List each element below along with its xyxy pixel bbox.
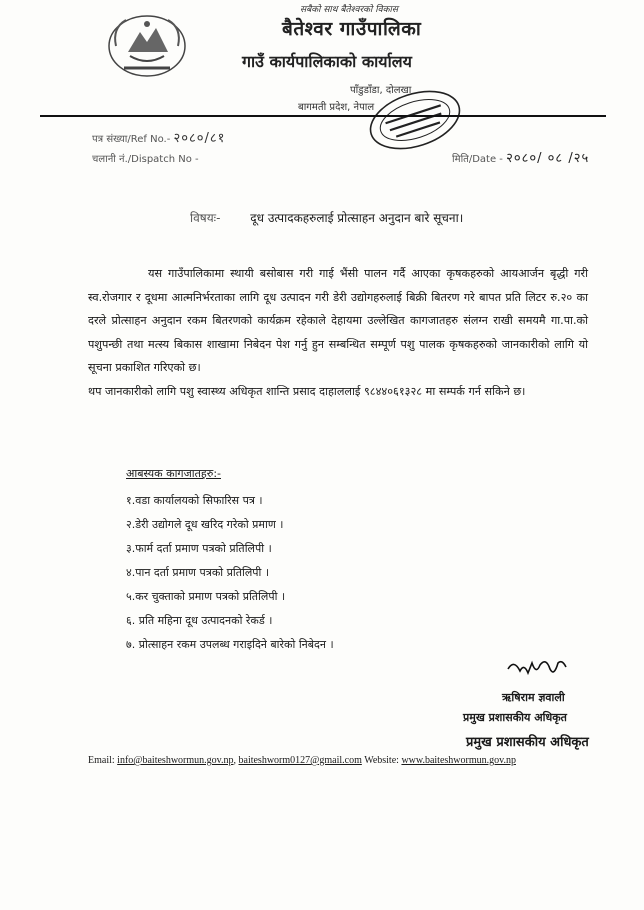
nepal-emblem-icon bbox=[106, 10, 188, 78]
list-item: १.वडा कार्यालयको सिफारिस पत्र । bbox=[126, 494, 263, 507]
website-label: Website: bbox=[364, 755, 399, 766]
email-link-1[interactable]: info@baiteshwormun.gov.np bbox=[117, 755, 234, 766]
subject-line bbox=[190, 209, 463, 226]
motto: सबैको साथ बैतेश्वरको विकास bbox=[300, 5, 398, 15]
date-label: मिति/Date - bbox=[452, 154, 503, 165]
office-name: बैतेश्वर गाउँपालिका bbox=[282, 18, 422, 40]
required-documents bbox=[126, 466, 334, 657]
address-line-2: बागमती प्रदेश, नेपाल bbox=[298, 102, 375, 113]
email-separator: , bbox=[233, 755, 236, 766]
email-label: Email: bbox=[88, 755, 115, 766]
ref-value: २०८०/८१ bbox=[173, 131, 226, 146]
handwritten-signature-icon bbox=[506, 655, 568, 681]
date-value: २०८०/ ०८ /२५ bbox=[506, 151, 590, 166]
list-item: ३.फार्म दर्ता प्रमाण पत्रको प्रतिलिपी । bbox=[126, 542, 272, 555]
ref-label: पत्र संख्या/Ref No.- bbox=[92, 134, 171, 145]
notice-body bbox=[88, 262, 588, 403]
letter-date bbox=[452, 148, 589, 166]
signatory-name: ऋषिराम ज्ञवाली bbox=[502, 691, 565, 704]
list-item: ५.कर चुक्ताको प्रमाण पत्रको प्रतिलिपी । bbox=[126, 590, 286, 603]
list-item: ६. प्रति महिना दूध उत्पादनको रेकर्ड । bbox=[126, 614, 273, 627]
footer-contact bbox=[88, 755, 516, 766]
dispatch-number: चलानी नं./Dispatch No - bbox=[92, 154, 199, 165]
list-item: २.डेरी उद्योगले दूध खरिद गरेको प्रमाण । bbox=[126, 518, 284, 531]
address-line-1: पाँडुडाँडा, दोलखा bbox=[350, 85, 412, 96]
signatory-title: प्रमुख प्रशासकीय अधिकृत bbox=[463, 711, 567, 724]
documents-list bbox=[126, 489, 334, 657]
office-subtitle: गाउँ कार्यपालिकाको कार्यालय bbox=[242, 52, 412, 71]
body-paragraph-1: यस गाउँपालिकामा स्थायी बसोबास गरी गाई भैंसी पालन गर्दै आएका कृषकहरुको आयआर्जन बृद्धी गरी स्व.रोजगार र दूधमा आत्मनिर्भरताका लागि दूध उत्पादन गरी डेरी उद्योगहरुलाई बिक्री बितरण गरे बापत प्रति लिटर रु.२० का दरले प्रोत्साहन अनुदान रकम बितरणको कार्यक्रम रहेकाले देहायमा उल्लेखित कागजातहरु संलग्न राखी समयमै गा.पा.को पशुपन्छी तथा मत्स्य बिकास शाखामा निबेदन पेश गर्नु हुन सम्बन्धित सम्पूर्ण पशु पालक कृषकहरुको जानकारीको लागि यो सूचना प्रकाशित गरिएको छ। bbox=[88, 267, 588, 374]
reference-number bbox=[92, 128, 225, 146]
list-item: ४.पान दर्ता प्रमाण पत्रको प्रतिलिपी । bbox=[126, 566, 270, 579]
email-link-2[interactable]: baiteshworm0127@gmail.com bbox=[238, 755, 362, 766]
signatory-stamp: प्रमुख प्रशासकीय अधिकृत bbox=[466, 735, 589, 750]
header-divider bbox=[40, 115, 606, 117]
body-paragraph-2: थप जानकारीको लागि पशु स्वास्थ्य अधिकृत शान्ति प्रसाद दाहाललाई ९८४४०६१३२८ मा सम्पर्क गर्न सकिने छ। bbox=[88, 384, 526, 398]
subject-label: विषयः- bbox=[190, 211, 221, 225]
website-link[interactable]: www.baiteshwormun.gov.np bbox=[401, 755, 516, 766]
list-item: ७. प्रोत्साहन रकम उपलब्ध गराइदिने बारेको निबेदन । bbox=[126, 638, 334, 651]
subject-text: दूध उत्पादकहरुलाई प्रोत्साहन अनुदान बारे सूचना। bbox=[250, 211, 464, 225]
documents-heading: आबस्यक कागजातहरु:- bbox=[126, 467, 221, 480]
